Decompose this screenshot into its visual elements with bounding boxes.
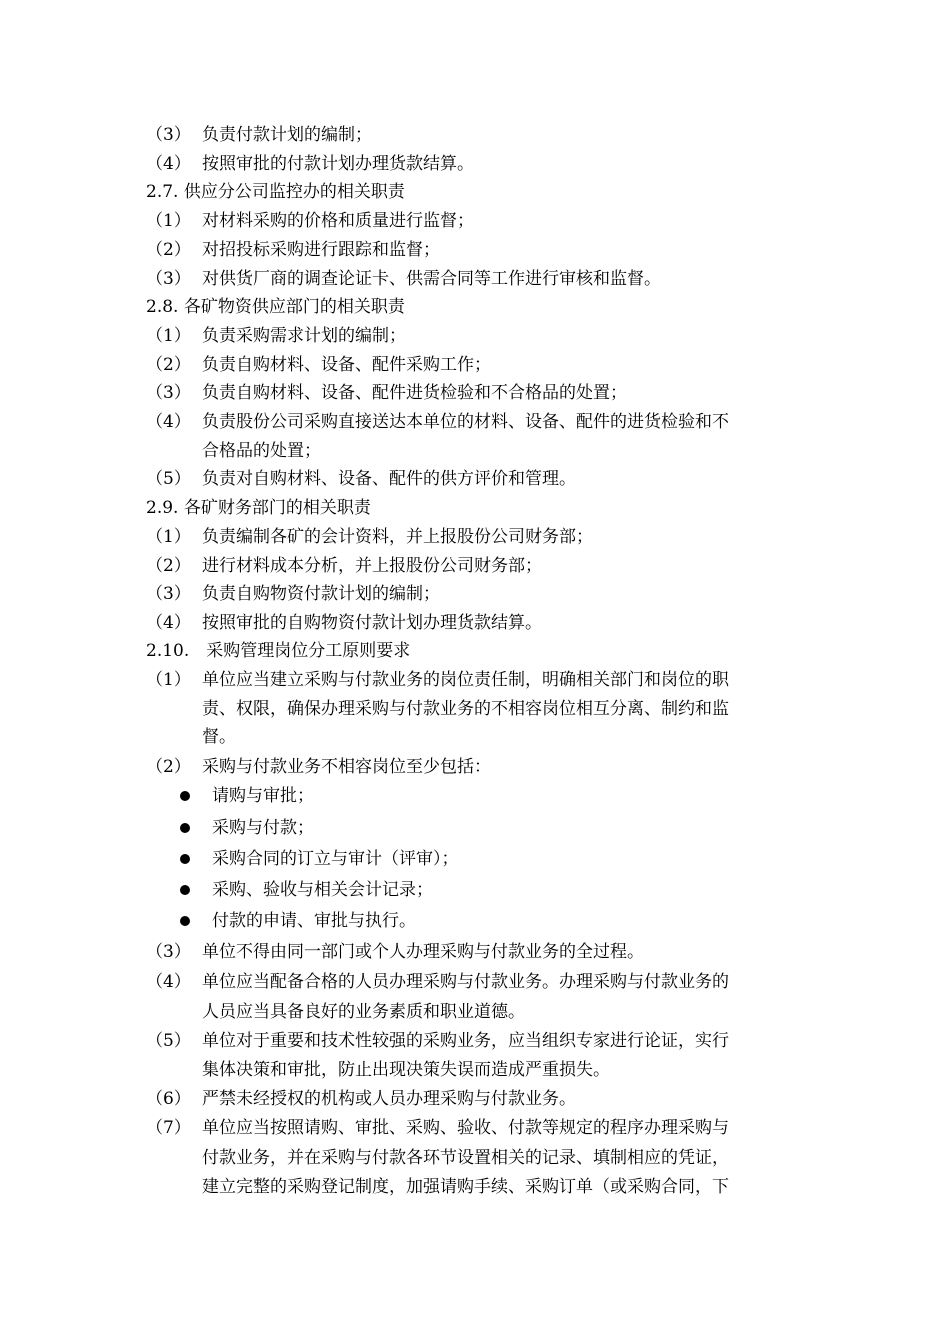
bullet-dot-icon bbox=[180, 854, 190, 864]
item-number: （4） bbox=[146, 412, 191, 432]
item-text: 负责自购物资付款计划的编制； bbox=[202, 584, 440, 604]
item-number: （1） bbox=[146, 211, 191, 231]
item-number: （3） bbox=[146, 383, 191, 403]
item-text: 进行材料成本分析，并上报股份公司财务部； bbox=[202, 556, 542, 576]
item-number: （2） bbox=[146, 240, 191, 260]
item-text-continued: 督。 bbox=[202, 727, 236, 747]
item-number: （3） bbox=[146, 125, 191, 145]
item-text: 负责采购需求计划的编制； bbox=[202, 326, 406, 346]
section-title: 2.7. 供应分公司监控办的相关职责 bbox=[146, 182, 405, 202]
item-number: （4） bbox=[146, 972, 191, 992]
item-text: 单位应当按照请购、审批、采购、验收、付款等规定的程序办理采购与 bbox=[202, 1118, 729, 1138]
item-text: 采购与付款业务不相容岗位至少包括： bbox=[202, 757, 491, 777]
item-text: 按照审批的自购物资付款计划办理货款结算。 bbox=[202, 613, 542, 633]
item-text-continued: 集体决策和审批，防止出现决策失误而造成严重损失。 bbox=[202, 1060, 610, 1080]
item-text-continued: 人员应当具备良好的业务素质和职业道德。 bbox=[202, 1002, 525, 1022]
bullet-text: 采购合同的订立与审计（评审）； bbox=[212, 849, 459, 869]
item-text: 对供货厂商的调查论证卡、供需合同等工作进行审核和监督。 bbox=[202, 269, 661, 289]
item-number: （1） bbox=[146, 670, 191, 690]
bullet-text: 采购与付款； bbox=[212, 818, 314, 838]
item-text: 单位不得由同一部门或个人办理采购与付款业务的全过程。 bbox=[202, 942, 644, 962]
bullet-text: 付款的申请、审批与执行。 bbox=[212, 911, 416, 931]
item-number: （3） bbox=[146, 269, 191, 289]
item-text: 负责自购材料、设备、配件采购工作； bbox=[202, 355, 491, 375]
item-text: 负责付款计划的编制； bbox=[202, 125, 372, 145]
item-number: （2） bbox=[146, 556, 191, 576]
item-number: （2） bbox=[146, 355, 191, 375]
item-text: 严禁未经授权的机构或人员办理采购与付款业务。 bbox=[202, 1089, 576, 1109]
bullet-dot-icon bbox=[180, 823, 190, 833]
item-number: （3） bbox=[146, 942, 191, 962]
item-text-continued: 合格品的处置； bbox=[202, 441, 321, 461]
bullet-dot-icon bbox=[180, 885, 190, 895]
section-title: 2.8. 各矿物资供应部门的相关职责 bbox=[146, 297, 405, 317]
item-text: 对招投标采购进行跟踪和监督； bbox=[202, 240, 440, 260]
bullet-dot-icon bbox=[180, 791, 190, 801]
item-text-continued: 建立完整的采购登记制度，加强请购手续、采购订单（或采购合同，下 bbox=[202, 1177, 729, 1197]
bullet-dot-icon bbox=[180, 916, 190, 926]
item-number: （6） bbox=[146, 1089, 191, 1109]
item-text-continued: 责、权限，确保办理采购与付款业务的不相容岗位相互分离、制约和监 bbox=[202, 699, 729, 719]
item-text: 负责编制各矿的会计资料，并上报股份公司财务部； bbox=[202, 527, 593, 547]
item-number: （7） bbox=[146, 1118, 191, 1138]
item-number: （3） bbox=[146, 584, 191, 604]
bullet-text: 采购、验收与相关会计记录； bbox=[212, 880, 433, 900]
item-number: （1） bbox=[146, 527, 191, 547]
item-text: 单位对于重要和技术性较强的采购业务，应当组织专家进行论证，实行 bbox=[202, 1031, 729, 1051]
item-number: （4） bbox=[146, 613, 191, 633]
item-text: 负责自购材料、设备、配件进货检验和不合格品的处置； bbox=[202, 383, 627, 403]
item-text: 单位应当建立采购与付款业务的岗位责任制，明确相关部门和岗位的职 bbox=[202, 670, 729, 690]
item-number: （5） bbox=[146, 469, 191, 489]
item-number: （5） bbox=[146, 1031, 191, 1051]
section-title: 2.9. 各矿财务部门的相关职责 bbox=[146, 498, 371, 518]
item-number: （4） bbox=[146, 154, 191, 174]
item-text: 单位应当配备合格的人员办理采购与付款业务。办理采购与付款业务的 bbox=[202, 972, 729, 992]
item-text: 按照审批的付款计划办理货款结算。 bbox=[202, 154, 474, 174]
item-text: 负责对自购材料、设备、配件的供方评价和管理。 bbox=[202, 469, 576, 489]
item-text: 对材料采购的价格和质量进行监督； bbox=[202, 211, 474, 231]
section-title: 2.10. 采购管理岗位分工原则要求 bbox=[146, 641, 411, 661]
item-text: 负责股份公司采购直接送达本单位的材料、设备、配件的进货检验和不 bbox=[202, 412, 729, 432]
item-text-continued: 付款业务，并在采购与付款各环节设置相关的记录、填制相应的凭证， bbox=[202, 1148, 729, 1168]
item-number: （2） bbox=[146, 757, 191, 777]
bullet-text: 请购与审批； bbox=[212, 786, 314, 806]
item-number: （1） bbox=[146, 326, 191, 346]
